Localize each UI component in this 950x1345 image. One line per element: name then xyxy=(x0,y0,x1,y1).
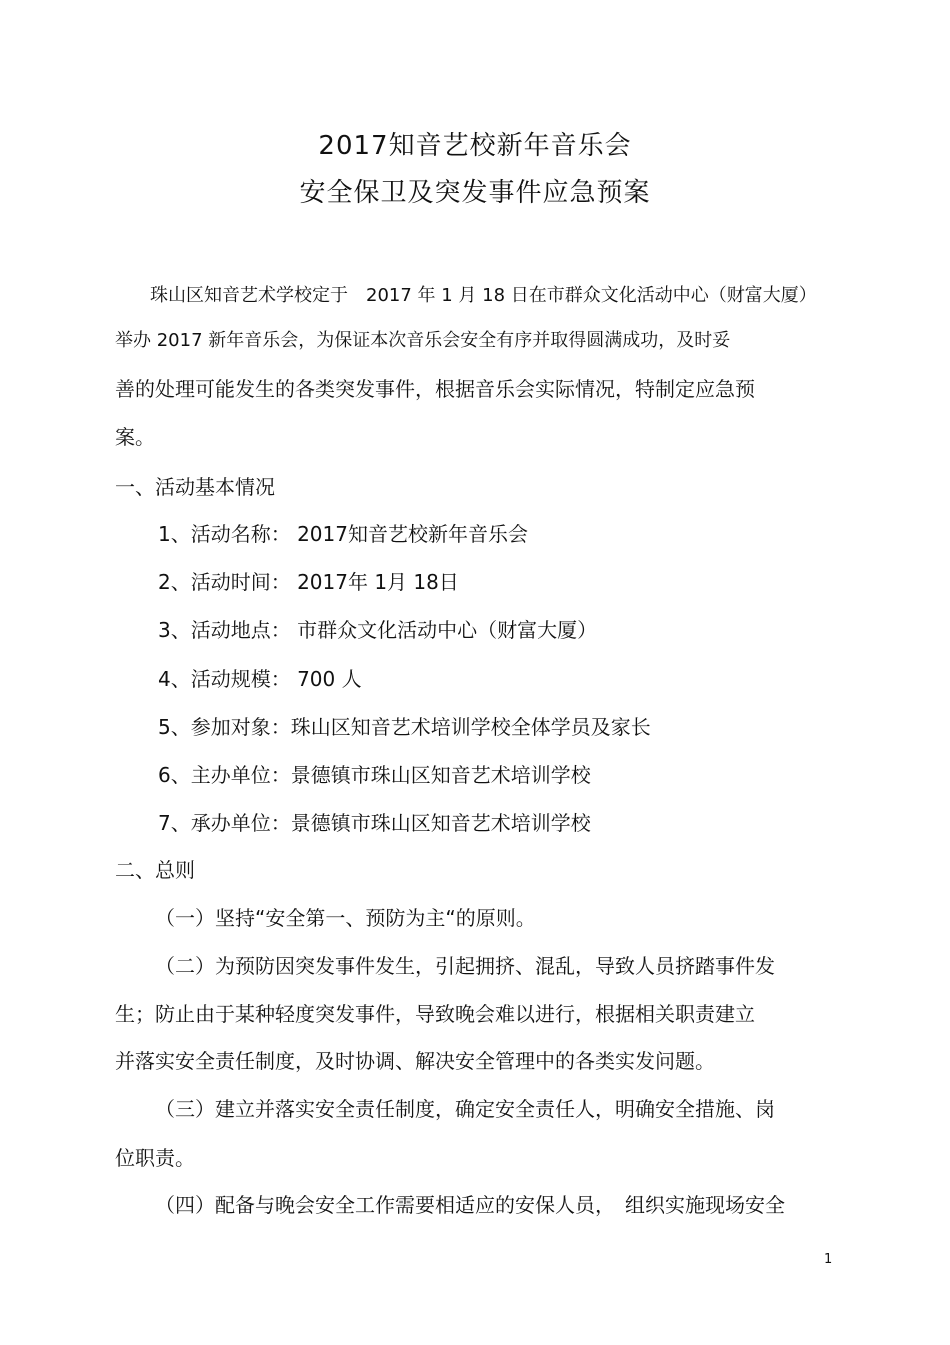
paragraph-line: （三）建立并落实安全责任制度，确定安全责任人，明确安全措施、岗 xyxy=(155,1097,775,1121)
section-heading: 二、总则 xyxy=(115,858,195,882)
list-item: 1、活动名称： 2017知音艺校新年音乐会 xyxy=(158,522,528,546)
section-heading: 一、活动基本情况 xyxy=(115,475,275,499)
list-item: 4、活动规模： 700 人 xyxy=(158,667,362,691)
list-item: 5、参加对象：珠山区知音艺术培训学校全体学员及家长 xyxy=(158,715,651,739)
intro-line: 案。 xyxy=(115,425,155,449)
list-item: 2、活动时间： 2017年 1月 18日 xyxy=(158,570,459,594)
page-number: 1 xyxy=(824,1252,833,1267)
paragraph-line: 生；防止由于某种轻度突发事件，导致晚会难以进行，根据相关职责建立 xyxy=(115,1002,755,1026)
document-title-line2: 安全保卫及突发事件应急预案 xyxy=(299,178,651,208)
paragraph-line: （二）为预防因突发事件发生，引起拥挤、混乱，导致人员挤踏事件发 xyxy=(155,954,775,978)
intro-line: 珠山区知音艺术学校定于 2017 年 1 月 18 日在市群众文化活动中心（财富大厦） xyxy=(150,285,817,306)
intro-line: 举办 2017 新年音乐会，为保证本次音乐会安全有序并取得圆满成功，及时妥 xyxy=(115,330,731,351)
paragraph-line: （四）配备与晚会安全工作需要相适应的安保人员， 组织实施现场安全 xyxy=(155,1193,785,1217)
intro-line: 善的处理可能发生的各类突发事件，根据音乐会实际情况，特制定应急预 xyxy=(115,377,755,401)
paragraph-line: 位职责。 xyxy=(115,1146,195,1170)
document-title-line1: 2017知音艺校新年音乐会 xyxy=(318,131,632,161)
list-item: 7、承办单位：景德镇市珠山区知音艺术培训学校 xyxy=(158,811,591,835)
list-item: 6、主办单位：景德镇市珠山区知音艺术培训学校 xyxy=(158,763,591,787)
paragraph-line: 并落实安全责任制度，及时协调、解决安全管理中的各类实发问题。 xyxy=(115,1049,715,1073)
paragraph-line: （一）坚持“安全第一、预防为主“的原则。 xyxy=(155,906,536,930)
list-item: 3、活动地点： 市群众文化活动中心（财富大厦） xyxy=(158,618,598,642)
